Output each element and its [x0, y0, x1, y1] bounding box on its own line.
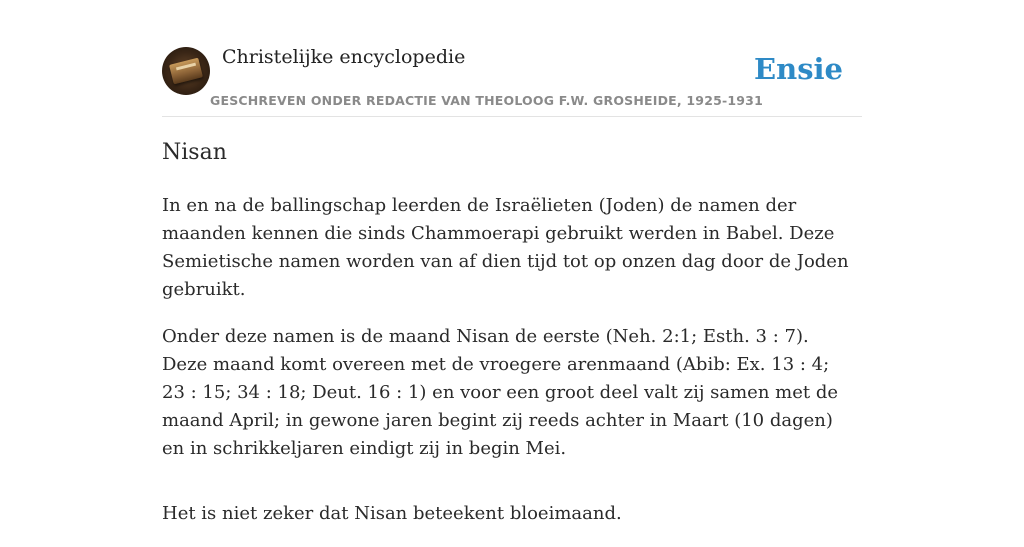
article-paragraph: Onder deze namen is de maand Nisan de eerste (Neh. 2:1; Esth. 3 : 7). Deze maand komt overeen met de vroegere arenmaand (Abib: Ex. 13 : 4; 23 : 15; 34 : 18; Deut. 16 : 1) en voor een groot deel valt zij samen met de maand April; in gewone jaren begint zij reeds achter in Maart (10 dagen) en in schrikkeljaren eindigt zij in begin Mei. [162, 326, 838, 459]
site-subtitle: GESCHREVEN ONDER REDACTIE VAN THEOLOOG F.W. GROSHEIDE, 1925-1931 [210, 93, 763, 108]
site-header [162, 44, 862, 117]
article-body [162, 192, 852, 547]
site-avatar[interactable] [162, 47, 210, 95]
article-paragraph: Het is niet zeker dat Nisan beteekent bloeimaand. [162, 503, 622, 524]
brand-logo[interactable]: Ensie [754, 52, 843, 86]
book-icon [169, 58, 203, 85]
site-title[interactable]: Christelijke encyclopedie [222, 46, 466, 68]
article-paragraph: In en na de ballingschap leerden de Israëlieten (Joden) de namen der maanden kennen die sinds Chammoerapi gebruikt werden in Babel. Deze Semietische namen worden van af dien tijd tot op onzen dag door de Joden gebruikt. [162, 195, 849, 300]
article-title: Nisan [162, 140, 227, 165]
